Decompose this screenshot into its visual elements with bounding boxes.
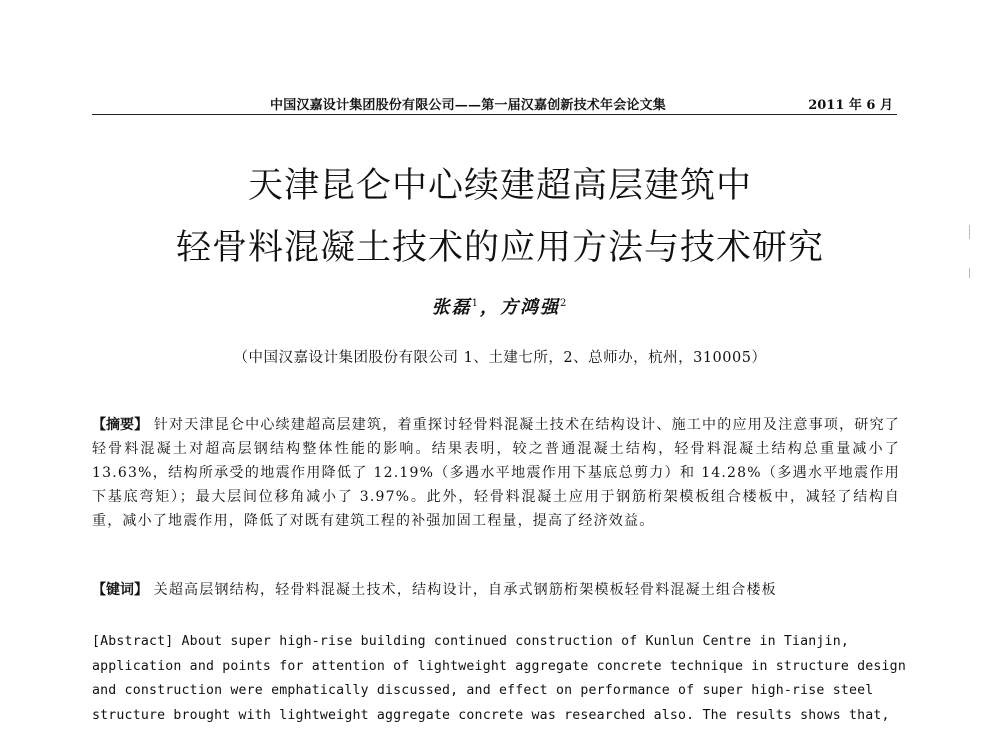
author-line: [0, 293, 1000, 319]
publication-date: 2011 年 6 月: [808, 98, 893, 113]
english-abstract-line: structure brought with lightweight aggregate concrete was researched also. The results shows that,: [92, 707, 890, 723]
scan-artifact: [969, 268, 970, 278]
paper-title-line-1: 天津昆仑中心续建超高层建筑中: [247, 166, 752, 206]
journal-name: 中国汉嘉设计集团股份有限公司——第一届汉嘉创新技术年会论文集: [270, 98, 667, 113]
affiliation: （中国汉嘉设计集团股份有限公司 1、土建七所，2、总师办，杭州，310005）: [233, 350, 767, 366]
english-abstract-line: [Abstract] About super high-rise building continued construction of Kunlun Centre in Tianjin,: [92, 634, 849, 649]
paper-title-line-2: 轻骨料混凝土技术的应用方法与技术研究: [175, 228, 824, 268]
english-abstract: [92, 630, 906, 728]
abstract-label: 【摘要】: [92, 417, 149, 433]
keywords-text: 关超高层钢结构，轻骨料混凝土技术，结构设计，自承式钢筋桁架模板轻骨料混凝土组合楼板: [153, 582, 777, 598]
abstract-text: 针对天津昆仑中心续建超高层建筑，着重探讨轻骨料混凝土技术在结构设计、施工中的应用及注意事项，研究了轻骨料混凝土对超高层钢结构整体性能的影响。结果表明，较之普通混凝土结构，轻骨料混凝土结构总重量减小了 13.63%，结构所承受的地震作用降低了 12.19%（多遇水平地震作用下基底总剪力）和 14.28%（多遇水平地震作用下基底弯矩）；最大层间位移角减小了 3.97%。此外，轻骨料混凝土应用于钢筋桁架模板组合楼板中，减轻了结构自重，减小了地震作用，降低了对既有建筑工程的补强加固工程量，提高了经济效益。: [92, 417, 901, 529]
english-abstract-line: application and points for attention of lightweight aggregate concrete technique in structure design: [92, 658, 906, 674]
author-1-affil-mark: 1: [471, 298, 480, 309]
chinese-abstract: [92, 413, 900, 533]
running-header: [92, 92, 897, 115]
author-2: 方鸿强: [500, 297, 560, 318]
chinese-keywords: [92, 578, 900, 602]
scan-artifact: [969, 225, 970, 239]
author-2-affil-mark: 2: [560, 298, 569, 309]
keywords-label: 【键词】: [92, 582, 148, 598]
author-1: 张磊: [431, 297, 472, 318]
english-abstract-line: and construction were emphatically discussed, and effect on performance of super high-rise steel: [92, 683, 874, 698]
author-separator: ，: [480, 297, 500, 318]
